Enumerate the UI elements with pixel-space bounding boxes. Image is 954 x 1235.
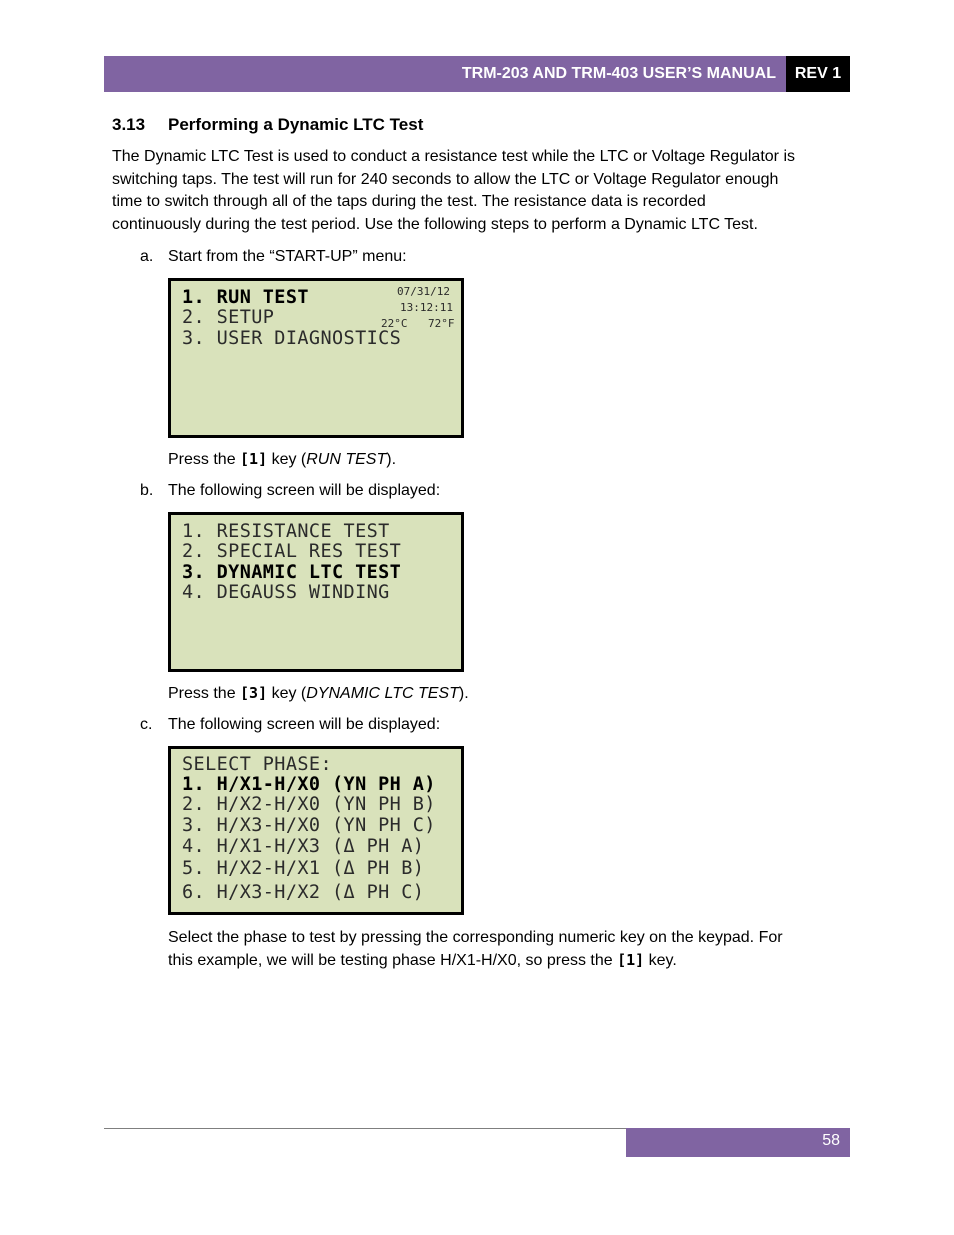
revision-badge: REV 1	[786, 56, 850, 92]
step-text: Start from the “START-UP” menu:	[168, 248, 407, 265]
key-label: [1]	[240, 450, 268, 468]
lcd-line: SELECT PHASE:	[182, 754, 332, 775]
note-text: key.	[644, 952, 677, 969]
instruction-note	[168, 682, 469, 705]
section-number: 3.13	[112, 115, 146, 134]
note-text: Press the	[168, 451, 241, 468]
lcd-line: 1. H/X1-H/X0 (YN PH A)	[182, 774, 436, 795]
lcd-line: 4. H/X1-H/X3 (Δ PH A)	[182, 836, 425, 857]
step-letter: b.	[140, 482, 154, 499]
lcd-time: 13:12:11	[400, 301, 453, 314]
lcd-temp-c: 22°C	[381, 317, 408, 330]
lcd-line: 3. USER DIAGNOSTICS	[182, 328, 402, 349]
menu-name: DYNAMIC LTC TEST	[306, 685, 459, 702]
intro-line: time to switch through all of the taps during the test. The resistance data is recorded	[112, 193, 706, 211]
step-text: The following screen will be displayed:	[168, 716, 441, 733]
lcd-date: 07/31/12	[397, 285, 450, 298]
lcd-line: 2. H/X2-H/X0 (YN PH B)	[182, 794, 436, 815]
lcd-line: 5. H/X2-H/X1 (Δ PH B)	[182, 858, 425, 879]
lcd-line: 1. RUN TEST	[182, 287, 309, 308]
intro-line: The Dynamic LTC Test is used to conduct a resistance test while the LTC or Voltage Regulator is	[112, 148, 795, 165]
menu-name: RUN TEST	[306, 451, 387, 468]
note-text: key (	[267, 451, 307, 468]
step-letter: a.	[140, 248, 154, 265]
manual-title: TRM-203 AND TRM-403 USER’S MANUAL	[461, 65, 776, 82]
header-bar	[104, 56, 786, 92]
instruction-note	[168, 926, 783, 972]
lcd-screen-run-test	[168, 512, 464, 672]
note-text: Press the	[168, 685, 241, 702]
note-text: ).	[458, 685, 469, 702]
step-a	[140, 246, 407, 268]
section-heading	[112, 115, 423, 135]
page-number: 58	[822, 1132, 840, 1149]
note-text: this example, we will be testing phase H/X1-H/X0, so press the	[168, 952, 618, 969]
step-letter: c.	[140, 716, 153, 733]
lcd-line: 2. SPECIAL RES TEST	[182, 541, 402, 562]
lcd-line: 3. DYNAMIC LTC TEST	[182, 562, 402, 583]
lcd-temp-f: 72°F	[428, 317, 455, 330]
key-label: [1]	[617, 951, 645, 969]
intro-line: continuously during the test period. Use the following steps to perform a Dynamic LTC Test.	[112, 216, 758, 234]
section-title: Performing a Dynamic LTC Test	[168, 115, 424, 134]
key-label: [3]	[240, 684, 268, 702]
note-text: key (	[267, 685, 307, 702]
lcd-line: 6. H/X3-H/X2 (Δ PH C)	[182, 882, 425, 903]
note-text: Select the phase to test by pressing the corresponding numeric key on the keypad. For	[168, 929, 783, 946]
footer-rule	[104, 1128, 626, 1129]
instruction-note	[168, 448, 396, 471]
lcd-screen-startup	[168, 278, 464, 438]
lcd-line: 3. H/X3-H/X0 (YN PH C)	[182, 815, 436, 836]
step-c	[140, 714, 440, 736]
lcd-line: 4. DEGAUSS WINDING	[182, 582, 390, 603]
step-b	[140, 480, 440, 502]
intro-line: switching taps. The test will run for 240 seconds to allow the LTC or Voltage Regulator enough	[112, 170, 779, 188]
intro-paragraph	[112, 146, 795, 237]
lcd-line: 1. RESISTANCE TEST	[182, 521, 390, 542]
lcd-line: 2. SETUP	[182, 307, 275, 328]
lcd-screen-select-phase	[168, 746, 464, 915]
note-text: ).	[386, 451, 397, 468]
footer-page-box	[626, 1128, 850, 1157]
step-text: The following screen will be displayed:	[168, 482, 441, 499]
